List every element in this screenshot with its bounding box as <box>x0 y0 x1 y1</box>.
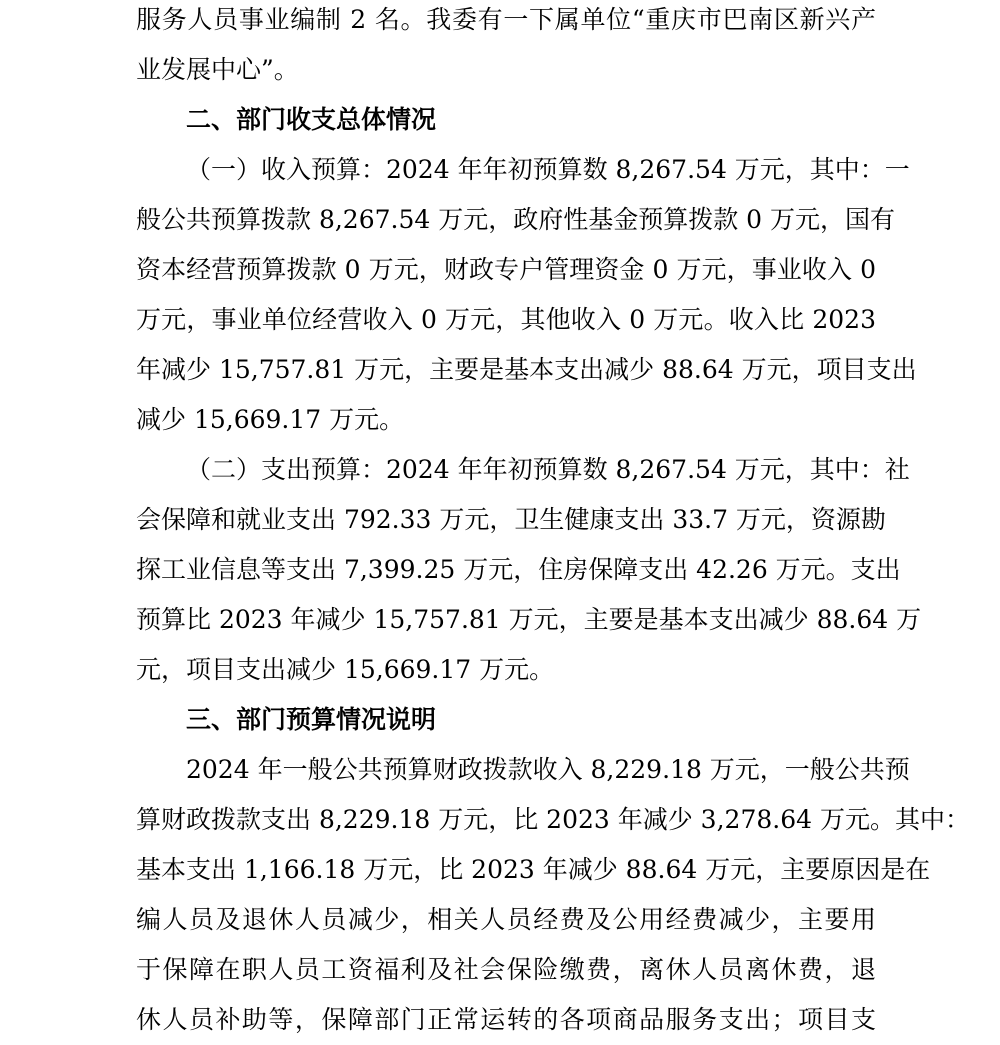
text-line: 资本经营预算拨款 0 万元，财政专户管理资金 0 万元，事业收入 0 <box>136 255 876 284</box>
text-line: 业发展中心”。 <box>136 55 299 84</box>
text-line: 于保障在职人员工资福利及社会保险缴费，离休人员离休费，退 <box>136 955 876 984</box>
text-line: 预算比 2023 年减少 15,757.81 万元，主要是基本支出减少 88.64 万 <box>136 605 922 634</box>
text-line: 减少 15,669.17 万元。 <box>136 405 405 434</box>
text-line: 服务人员事业编制 2 名。我委有一下属单位“重庆市巴南区新兴产 <box>136 5 876 34</box>
text-line: （二）支出预算：2024 年年初预算数 8,267.54 万元，其中：社 <box>186 455 910 484</box>
text-line: 编人员及退休人员减少，相关人员经费及公用经费减少，主要用 <box>136 905 876 934</box>
text-line: 2024 年一般公共预算财政拨款收入 8,229.18 万元，一般公共预 <box>186 755 910 784</box>
text-line: 会保障和就业支出 792.33 万元，卫生健康支出 33.7 万元，资源勘 <box>136 505 886 534</box>
text-line: 探工业信息等支出 7,399.25 万元，住房保障支出 42.26 万元。支出 <box>136 555 901 584</box>
text-line: 万元，事业单位经营收入 0 万元，其他收入 0 万元。收入比 2023 <box>136 305 876 334</box>
text-line: 年减少 15,757.81 万元，主要是基本支出减少 88.64 万元，项目支出 <box>136 355 917 384</box>
section-heading: 二、部门收支总体情况 <box>186 105 437 134</box>
text-line: 休人员补助等，保障部门正常运转的各项商品服务支出；项目支 <box>136 1005 876 1034</box>
text-line: （一）收入预算：2024 年年初预算数 8,267.54 万元，其中：一 <box>186 155 910 184</box>
text-line: 元，项目支出减少 15,669.17 万元。 <box>136 655 555 684</box>
text-line: 算财政拨款支出 8,229.18 万元，比 2023 年减少 3,278.64 万元。其中： <box>136 805 970 834</box>
text-line: 基本支出 1,166.18 万元，比 2023 年减少 88.64 万元，主要原因是在 <box>136 855 931 884</box>
text-line: 般公共预算拨款 8,267.54 万元，政府性基金预算拨款 0 万元，国有 <box>136 205 896 234</box>
section-heading: 三、部门预算情况说明 <box>186 705 437 734</box>
